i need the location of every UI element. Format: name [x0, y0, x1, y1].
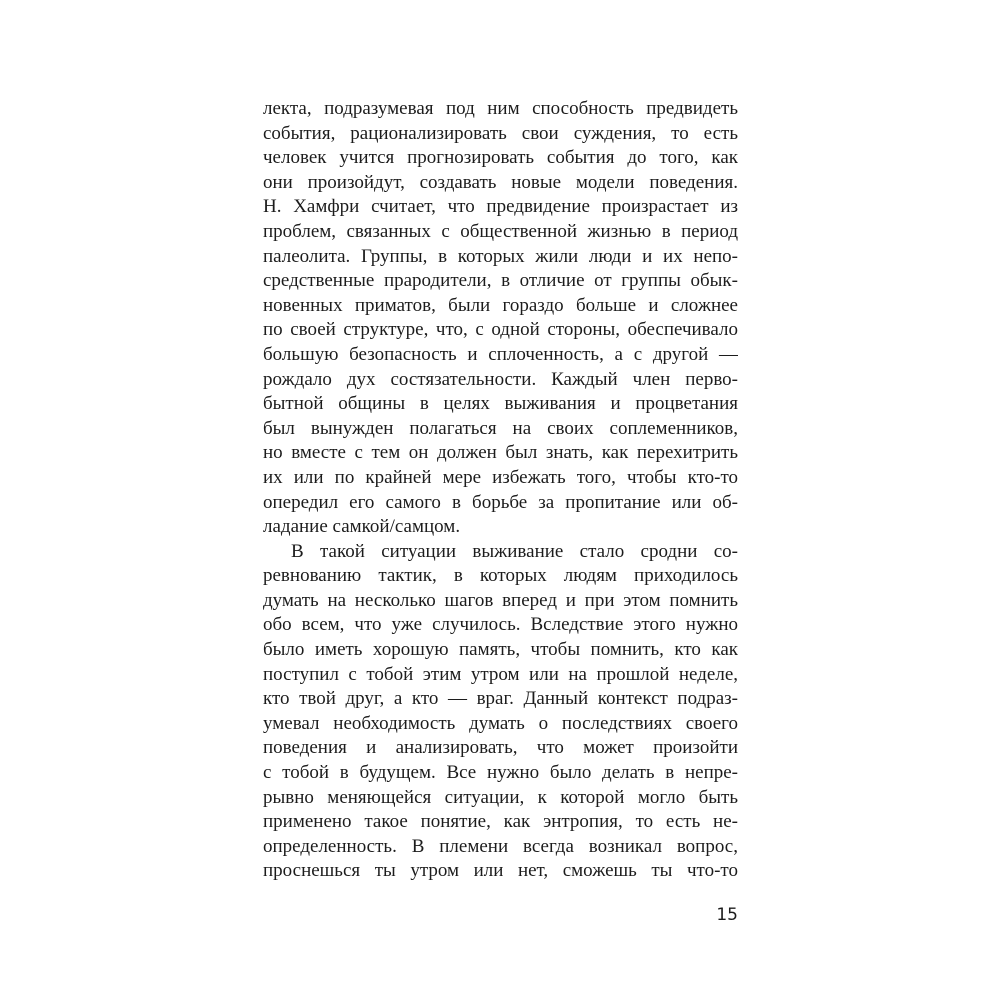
text-line: но вместе с тем он должен был знать, как перехитрить	[263, 442, 738, 464]
text-line: новенных приматов, были гораздо больше и сложнее	[263, 294, 738, 316]
text-line: поступил с тобой этим утром или на прошлой неделе,	[263, 663, 738, 685]
text-line: был вынужден полагаться на своих соплеменников,	[263, 417, 738, 439]
paragraph-1	[263, 97, 738, 540]
body-text	[263, 97, 738, 884]
text-line: проснешься ты утром или нет, сможешь ты что-то	[263, 860, 738, 882]
text-line: события, рационализировать свои суждения, то есть	[263, 122, 738, 144]
text-line: бытной общины в целях выживания и процветания	[263, 393, 738, 415]
text-line: применено такое понятие, как энтропия, то есть не-	[263, 811, 738, 833]
text-line: определенность. В племени всегда возникал вопрос,	[263, 835, 738, 857]
page-number: 15	[716, 905, 738, 925]
text-line: палеолита. Группы, в которых жили люди и их непо-	[263, 245, 738, 267]
text-line: думать на несколько шагов вперед и при этом помнить	[263, 589, 738, 611]
text-line: Н. Хамфри считает, что предвидение произрастает из	[263, 196, 738, 218]
text-line: большую безопасность и сплоченность, а с другой —	[263, 343, 738, 365]
text-line: проблем, связанных с общественной жизнью в период	[263, 220, 738, 242]
text-line: средственные прародители, в отличие от группы обык-	[263, 270, 738, 292]
text-line: поведения и анализировать, что может произойти	[263, 737, 738, 759]
text-line: ревнованию тактик, в которых людям приходилось	[263, 565, 738, 587]
text-line: их или по крайней мере избежать того, чтобы кто-то	[263, 466, 738, 488]
text-line: лекта, подразумевая под ним способность предвидеть	[263, 98, 738, 119]
text-line: человек учится прогнозировать события до того, как	[263, 147, 738, 169]
text-line: умевал необходимость думать о последствиях своего	[263, 712, 738, 734]
text-line: рождало дух состязательности. Каждый член перво-	[263, 368, 738, 390]
text-line: рывно меняющейся ситуации, к которой могло быть	[263, 786, 738, 808]
text-line: с тобой в будущем. Все нужно было делать в непре-	[263, 762, 738, 784]
text-line: кто твой друг, а кто — враг. Данный контекст подраз-	[263, 688, 738, 710]
text-line: обо всем, что уже случилось. Вследствие этого нужно	[263, 614, 738, 636]
text-line: по своей структуре, что, с одной стороны, обеспечивало	[263, 319, 738, 341]
text-line: ладание самкой/самцом.	[263, 516, 461, 538]
text-line: было иметь хорошую память, чтобы помнить, кто как	[263, 639, 738, 661]
text-line: они произойдут, создавать новые модели поведения.	[263, 171, 738, 193]
text-line: В такой ситуации выживание стало сродни со-	[291, 540, 738, 562]
paragraph-2	[263, 540, 738, 884]
text-line: опередил его самого в борьбе за пропитание или об-	[263, 491, 738, 513]
